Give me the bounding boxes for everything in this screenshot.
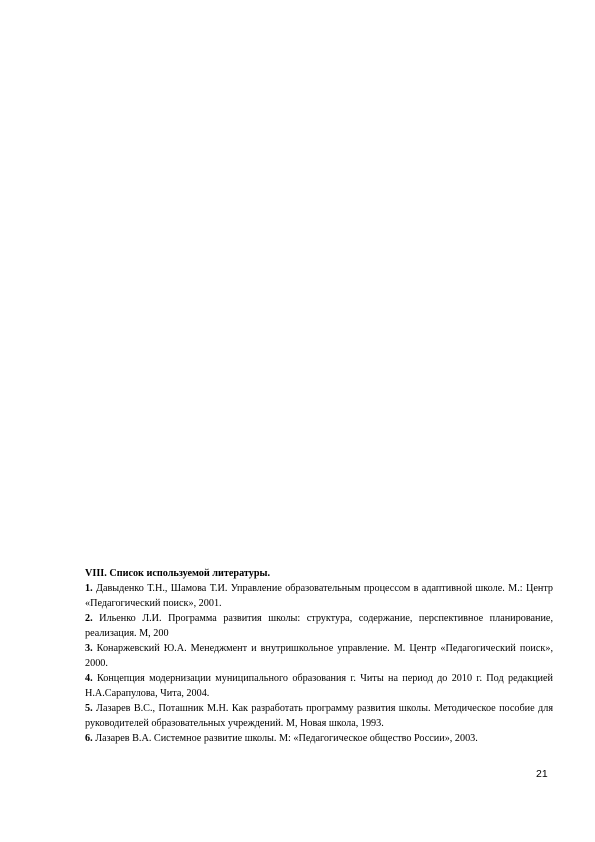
reference-item — [85, 671, 553, 701]
reference-item — [85, 581, 553, 611]
reference-number: 3. — [85, 643, 93, 654]
reference-item — [85, 731, 553, 746]
reference-item — [85, 701, 553, 731]
reference-text: Конаржевский Ю.А. Менеджмент и внутришкольное управление. М. Центр «Педагогический поиск», 2000. — [85, 643, 553, 669]
reference-item — [85, 641, 553, 671]
reference-number: 6. — [85, 733, 93, 744]
reference-text: Лазарев В.А. Системное развитие школы. М: «Педагогическое общество России», 2003. — [92, 733, 478, 744]
reference-number: 4. — [85, 673, 93, 684]
reference-text: Давыденко Т.Н., Шамова Т.И. Управление образовательным процессом в адаптивной школе. М.: Центр «Педагогический поиск», 2001. — [85, 583, 553, 609]
reference-number: 2. — [85, 613, 93, 624]
reference-item — [85, 611, 553, 641]
reference-text: Концепция модернизации муниципального образования г. Читы на период до 2010 г. Под редакцией Н.А.Сарапулова, Чита, 2004. — [85, 673, 553, 699]
reference-list — [85, 581, 553, 746]
reference-number: 5. — [85, 703, 93, 714]
reference-number: 1. — [85, 583, 93, 594]
reference-text: Лазарев В.С., Поташник М.Н. Как разработать программу развития школы. Методическое пособие для руководителей образовательных учреждений. М, Новая школа, 1993. — [85, 703, 553, 729]
page-number: 21 — [536, 768, 548, 780]
section-heading: VIII. Список используемой литературы. — [85, 568, 271, 579]
reference-text: Ильенко Л.И. Программа развития школы: структура, содержание, перспективное планирование, реализация. М, 200 — [85, 613, 553, 639]
bibliography-section — [85, 566, 553, 746]
